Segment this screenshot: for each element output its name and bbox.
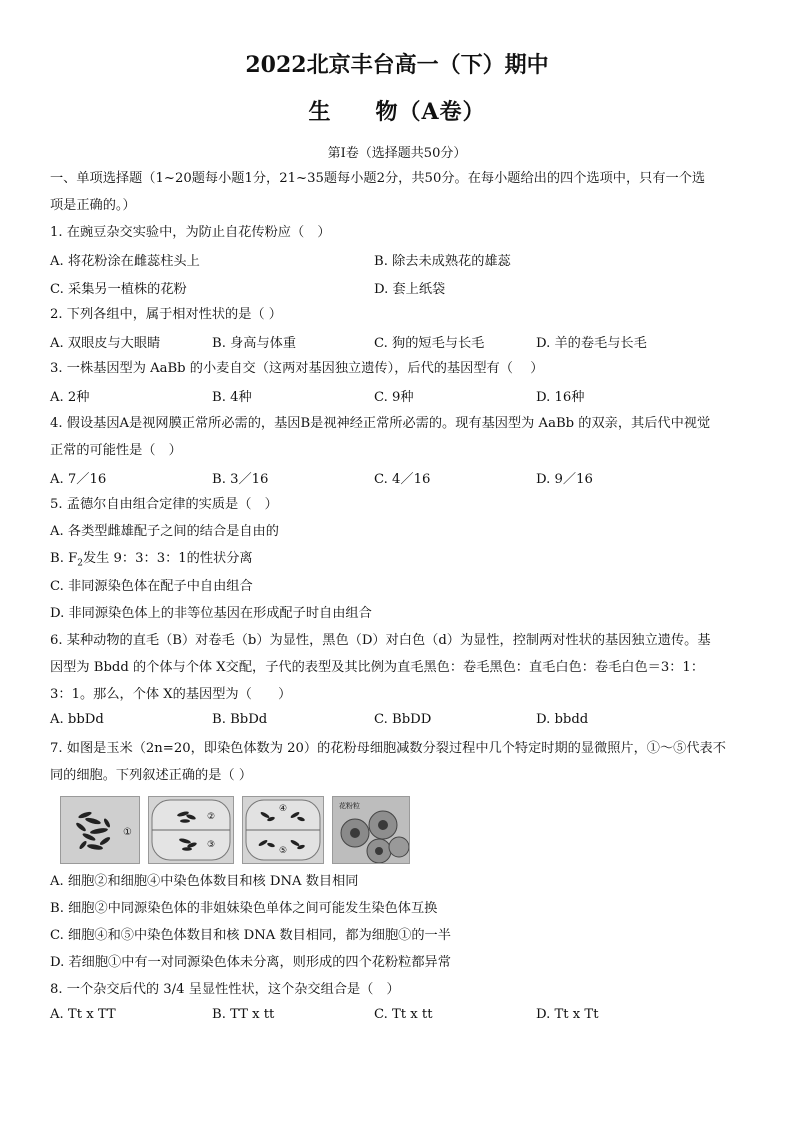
q5-option-b-subscript: 2 [77, 558, 83, 569]
subject-title [0, 95, 794, 126]
pollen-label: 花粉粒 [339, 802, 360, 810]
q2-option-a: A. 双眼皮与大眼睛 [50, 336, 161, 351]
q4-stem-line-2: 正常的可能性是（ ） [50, 443, 182, 458]
q4-option-b: B. 3／16 [212, 472, 269, 487]
cell-label-1: ① [123, 827, 132, 838]
q7-option-b: B. 细胞②中同源染色体的非姐妹染色单体之间可能发生染色体互换 [50, 901, 438, 916]
q7-option-c: C. 细胞④和⑤中染色体数目和核 DNA 数目相同，都为细胞①的一半 [50, 928, 451, 943]
q3-option-c: C. 9种 [374, 390, 414, 405]
q6-option-c: C. BbDD [374, 712, 432, 727]
micrograph-cell-1 [60, 796, 140, 864]
q7-stem-line-1: 7. 如图是玉米（2n=20，即染色体数为 20）的花粉母细胞减数分裂过程中几个特定时期的显微照片，①～⑤代表不 [50, 741, 726, 756]
q5-option-b-prefix: B. F [50, 551, 78, 566]
cell-label-5: ⑤ [279, 846, 288, 856]
exam-title: 2022北京丰台高一（下）期中 [245, 52, 549, 78]
q1-option-b: B. 除去未成熟花的雄蕊 [374, 254, 511, 269]
q3-option-d: D. 16种 [536, 390, 585, 405]
q7-option-d: D. 若细胞①中有一对同源染色体未分离，则形成的四个花粉粒都异常 [50, 955, 451, 970]
micrograph-cell-4-5-image [243, 797, 323, 863]
q4-option-d: D. 9／16 [536, 472, 593, 487]
micrograph-cell-2-3-image [149, 797, 233, 863]
q1-option-c: C. 采集另一植株的花粉 [50, 282, 187, 297]
q2-stem: 2. 下列各组中，属于相对性状的是（ ） [50, 307, 282, 322]
micrograph-strip [60, 796, 420, 862]
q3-option-b: B. 4种 [212, 390, 252, 405]
q4-option-c: C. 4／16 [374, 472, 431, 487]
q6-stem-line-3: 3：1。那么，个体 X的基因型为（ ） [50, 687, 292, 702]
q1-option-d: D. 套上纸袋 [374, 282, 446, 297]
q2-option-d: D. 羊的卷毛与长毛 [536, 336, 647, 351]
instructions-line-1: 一、单项选择题（1~20题每小题1分，21~35题每小题2分，共50分。在每小题给出的四个选项中，只有一个选 [50, 171, 706, 186]
q6-stem-line-1: 6. 某种动物的直毛（B）对卷毛（b）为显性，黑色（D）对白色（d）为显性，控制两对性状的基因独立遗传。基 [50, 633, 711, 648]
q1-stem: 1. 在豌豆杂交实验中，为防止自花传粉应（ ） [50, 225, 331, 240]
q6-option-b: B. BbDd [212, 712, 268, 727]
subject-title-right: 物（A卷） [375, 99, 486, 125]
section-title: 第Ⅰ卷（选择题共50分） [327, 146, 467, 161]
q8-option-b: B. TT x tt [212, 1007, 275, 1022]
subject-title-left: 生 [308, 99, 332, 125]
cell-label-4: ④ [279, 804, 288, 814]
q8-option-c: C. Tt x tt [374, 1007, 433, 1022]
q2-option-b: B. 身高与体重 [212, 336, 297, 351]
micrograph-cell-4-5 [242, 796, 324, 864]
micrograph-cell-1-image [61, 797, 139, 863]
q5-option-a: A. 各类型雌雄配子之间的结合是自由的 [50, 524, 279, 539]
cell-label-3: ③ [207, 840, 216, 850]
instructions-line-2: 项是正确的。） [50, 198, 136, 213]
q4-option-a: A. 7／16 [50, 472, 107, 487]
q5-option-b-text: 发生 9：3：3：1的性状分离 [82, 551, 253, 566]
micrograph-pollen [332, 796, 410, 864]
q2-option-c: C. 狗的短毛与长毛 [374, 336, 485, 351]
q8-option-d: D. Tt x Tt [536, 1007, 599, 1022]
cell-label-2: ② [207, 812, 216, 822]
q4-stem-line-1: 4. 假设基因A是视网膜正常所必需的，基因B是视神经正常所必需的。现有基因型为 AaBb 的双亲，其后代中视觉 [50, 416, 711, 431]
q5-option-d: D. 非同源染色体上的非等位基因在形成配子时自由组合 [50, 606, 372, 621]
q5-option-c: C. 非同源染色体在配子中自由组合 [50, 579, 253, 594]
q3-option-a: A. 2种 [50, 390, 90, 405]
q6-option-a: A. bbDd [50, 712, 104, 727]
q7-option-a: A. 细胞②和细胞④中染色体数目和核 DNA 数目相同 [50, 874, 359, 889]
micrograph-cell-2-3 [148, 796, 234, 864]
q8-option-a: A. Tt x TT [50, 1007, 116, 1022]
q5-stem: 5. 孟德尔自由组合定律的实质是（ ） [50, 497, 278, 512]
q3-stem: 3. 一株基因型为 AaBb 的小麦自交（这两对基因独立遗传），后代的基因型有（ ） [50, 361, 544, 376]
q7-stem-line-2: 同的细胞。下列叙述正确的是（ ） [50, 768, 253, 783]
q1-option-a: A. 将花粉涂在雌蕊柱头上 [50, 254, 200, 269]
q6-option-d: D. bbdd [536, 712, 589, 727]
q5-option-b [50, 549, 750, 574]
micrograph-pollen-image [333, 797, 409, 863]
q6-stem-line-2: 因型为 Bbdd 的个体与个体 X交配，子代的表型及其比例为直毛黑色：卷毛黑色：直毛白色：卷毛白色＝3：1： [50, 660, 705, 675]
q8-stem: 8. 一个杂交后代的 3/4 呈显性性状，这个杂交组合是（ ） [50, 982, 400, 997]
